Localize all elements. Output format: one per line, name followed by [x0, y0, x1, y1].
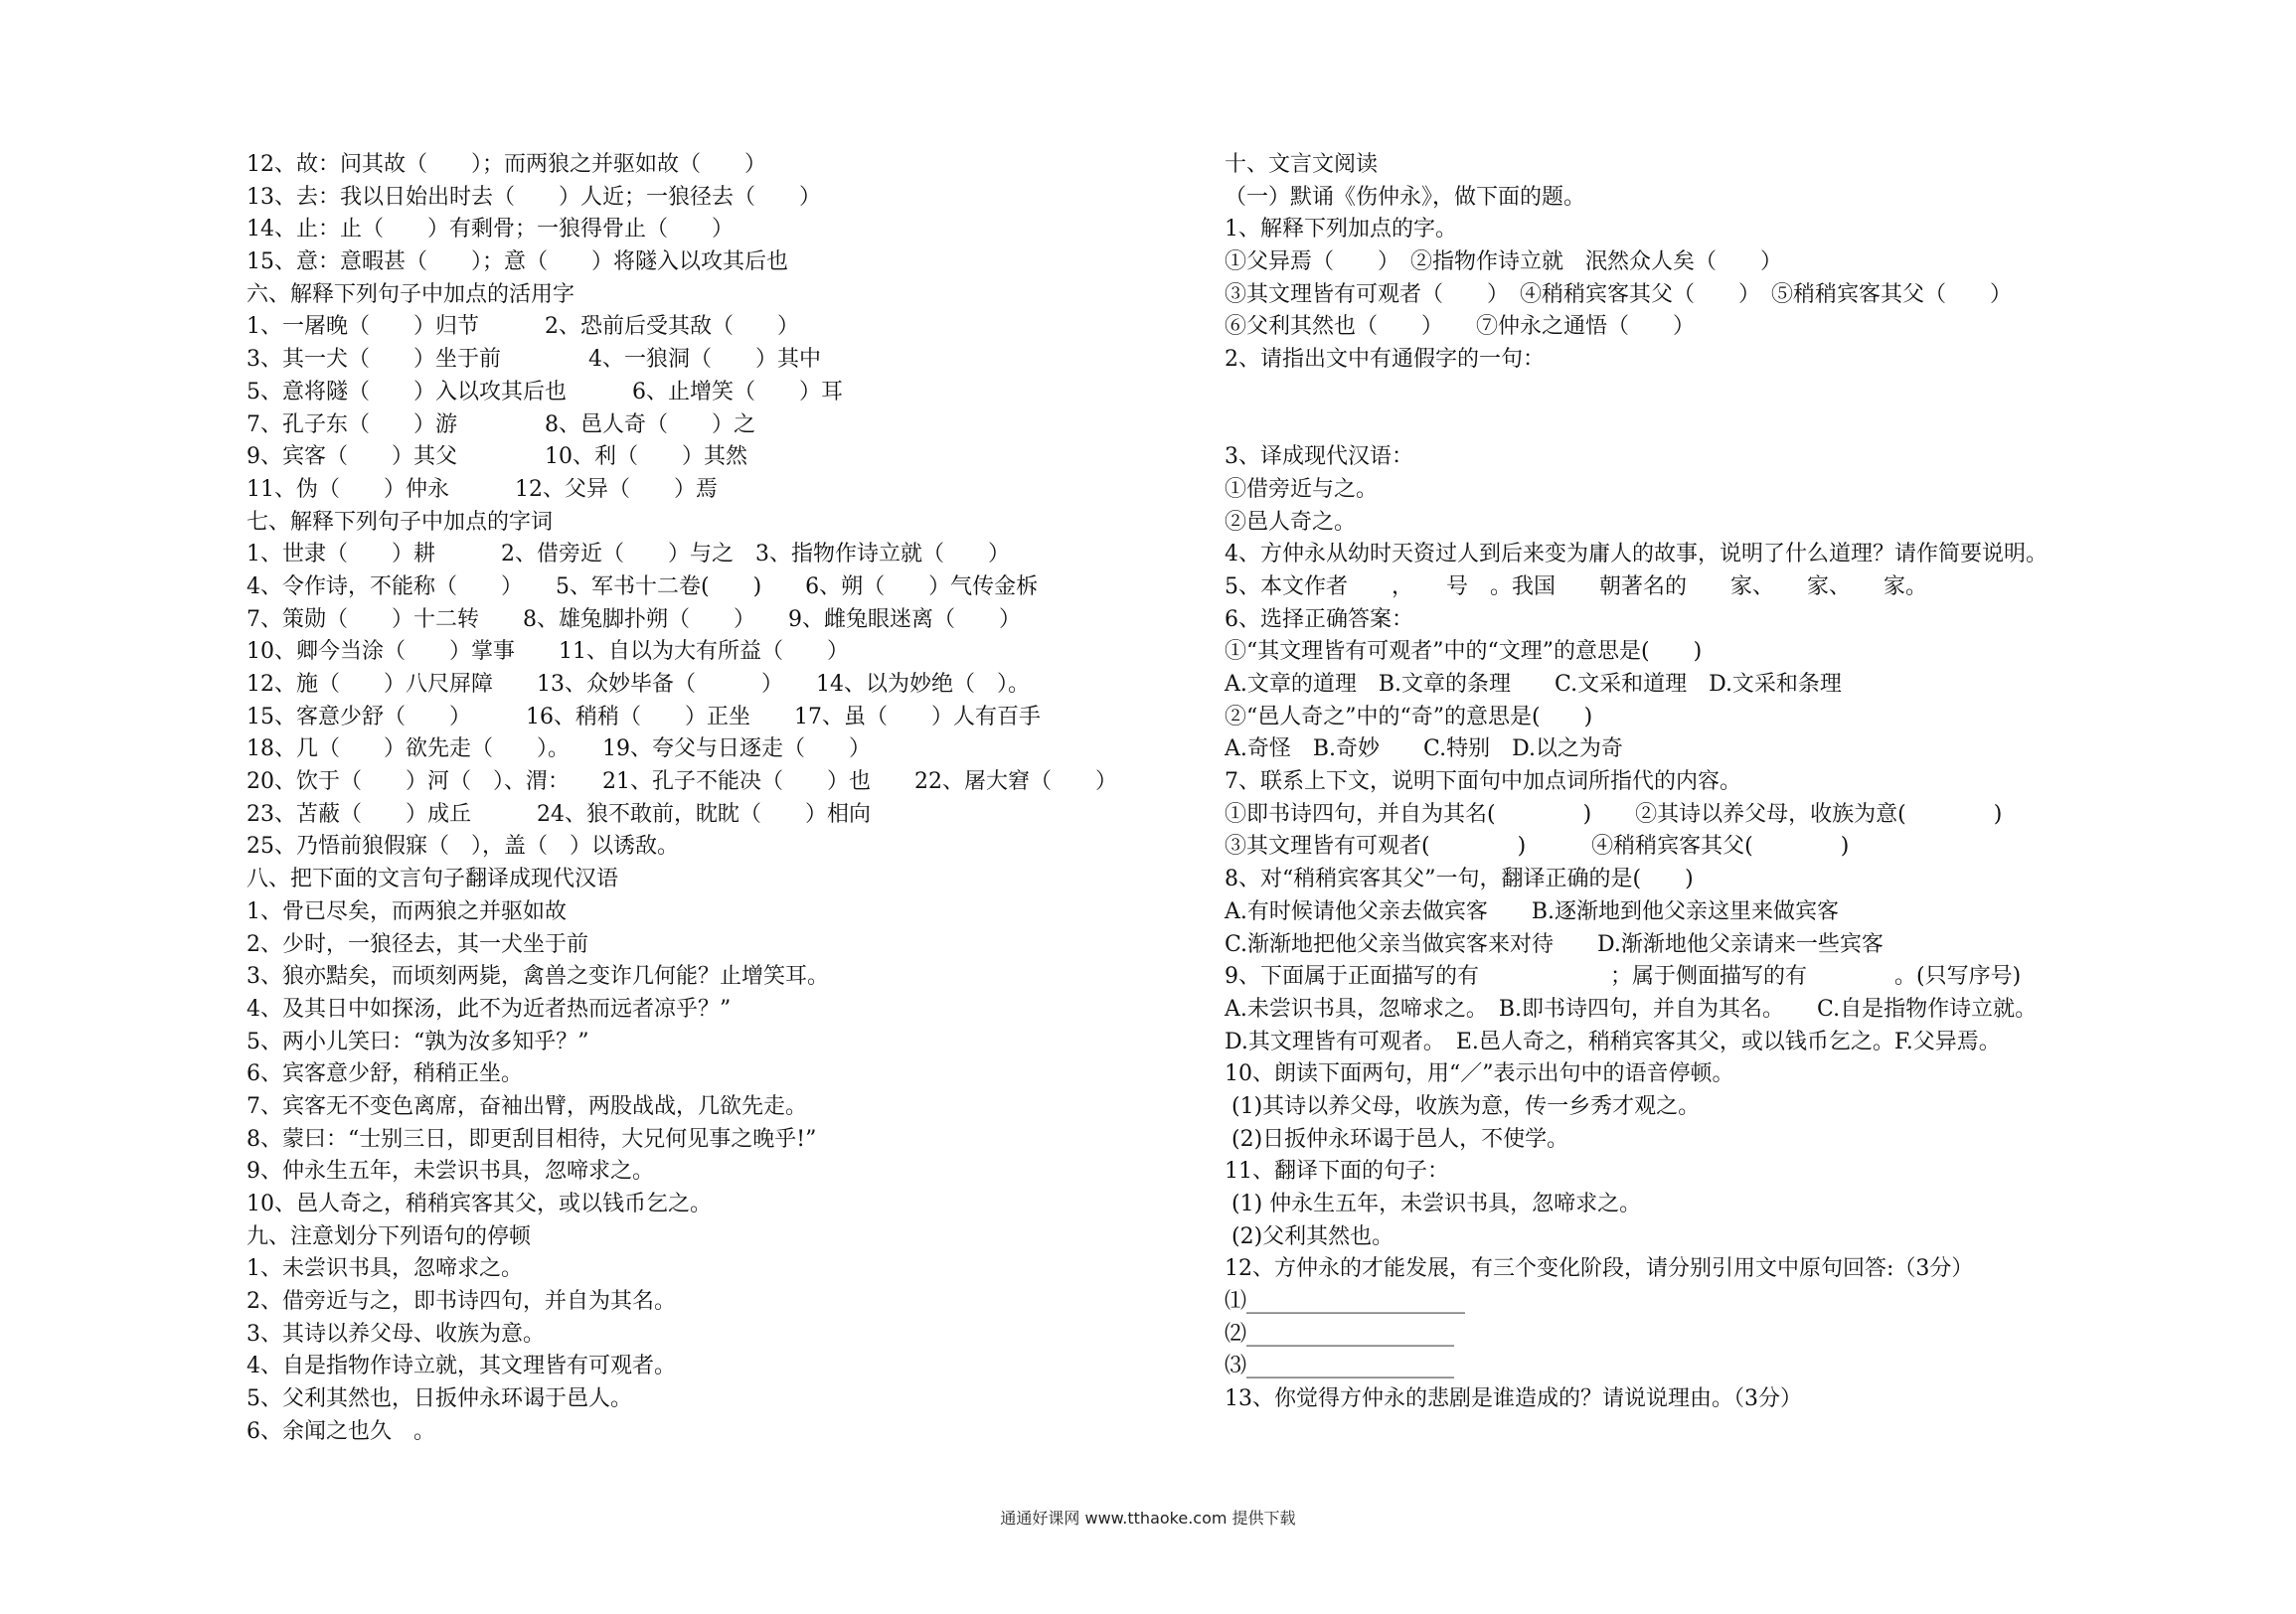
text-line: 14、止：止（ ）有剩骨；一狼得骨止（ ） [246, 217, 734, 242]
text-line: ①即书诗四句，并自为其名( ) ②其诗以养父母，收族为意( ) [1225, 801, 2003, 827]
text-line: 2、请指出文中有通假字的一句： [1225, 347, 1545, 373]
answer-space [1225, 377, 2238, 409]
text-line: 1、解释下列加点的字。 [1225, 217, 1457, 242]
section-heading: 六、解释下列句子中加点的活用字 [246, 281, 575, 307]
text-line: ①借旁近与之。 [1225, 476, 1379, 502]
text-line: A.未尝识书具，忽啼求之。 B.即书诗四句，并自为其名。 C.自是指物作诗立就。 [1225, 996, 2038, 1022]
text-line: ⑥父利其然也（ ） ⑦仲永之通悟（ ） [1225, 314, 1696, 340]
text-line: 5、两小儿笑曰：“孰为汝多知乎？” [246, 1029, 589, 1054]
text-line: 3、译成现代汉语： [1225, 444, 1413, 470]
text-line: C.渐渐地把他父亲当做宾客来对待 D.渐渐地他父亲请来一些宾客 [1225, 931, 1884, 957]
text-line: 6、选择正确答案： [1225, 606, 1413, 632]
text-line: 5、意将隧（ ）入以攻其后也 6、止增笑（ ）耳 [246, 379, 843, 404]
text-line: 3、狼亦黠矣，而顷刻两毙，禽兽之变诈几何能？止增笑耳。 [246, 964, 829, 990]
text-line: 11、翻译下面的句子： [1225, 1159, 1449, 1185]
section-heading: 九、注意划分下列语句的停顿 [246, 1223, 532, 1249]
text-line: 7、宾客无不变色离席，奋袖出臂，两股战战，几欲先走。 [246, 1093, 807, 1119]
text-line: 7、联系上下文，说明下面句中加点词所指代的内容。 [1225, 769, 1741, 795]
text-line: 23、苫蔽（ ）成丘 24、狼不敢前，眈眈（ ）相向 [246, 801, 871, 827]
text-line: 1、骨已尽矣，而两狼之并驱如故 [246, 898, 567, 924]
text-line: A.奇怪 B.奇妙 C.特别 D.以之为奇 [1225, 736, 1623, 762]
text-line: 20、饮于（ ）河（ ）、渭： 21、孔子不能决（ ）也 22、屠大窘（ ） [246, 769, 1117, 795]
right-column [1225, 149, 2238, 1416]
text-line: 18、几（ ）欲先走（ ）。 19、夸父与日逐走（ ） [246, 736, 871, 762]
text-line: ①父异焉（ ） ②指物作诗立就 泯然众人矣（ ） [1225, 249, 1783, 275]
text-line: A.有时候请他父亲去做宾客 B.逐渐地到他父亲这里来做宾客 [1225, 898, 1840, 924]
text-line: (2)父利其然也。 [1225, 1223, 1394, 1249]
text-line: ③其文理皆有可观者( ) ④稍稍宾客其父( ) [1225, 834, 1850, 860]
text-line: 9、仲永生五年，未尝识书具，忽啼求之。 [246, 1159, 654, 1185]
text-line: 3、其诗以养父母、收族为意。 [246, 1321, 545, 1347]
text-line: ②邑人奇之。 [1225, 509, 1357, 535]
text-line: 9、宾客（ ）其父 10、利（ ）其然 [246, 444, 747, 470]
text-line: 4、自是指物作诗立就，其文理皆有可观者。 [246, 1354, 676, 1379]
text-line: 4、方仲永从幼时天资过人到后来变为庸人的故事，说明了什么道理？请作简要说明。 [1225, 542, 2048, 567]
text-line: 5、父利其然也，日扳仲永环谒于邑人。 [246, 1386, 632, 1412]
text-line: 25、乃悟前狼假寐（ ），盖（ ）以诱敌。 [246, 834, 679, 860]
text-line: 2、少时，一狼径去，其一犬坐于前 [246, 931, 588, 957]
text-line: 4、及其日中如探汤，此不为近者热而远者凉乎？” [246, 996, 732, 1022]
text-line: 6、宾客意少舒，稍稍正坐。 [246, 1061, 523, 1087]
text-line: 7、孔子东（ ）游 8、邑人奇（ ）之 [246, 411, 755, 437]
left-column [246, 149, 1221, 1449]
text-line: 1、未尝识书具，忽啼求之。 [246, 1256, 523, 1282]
text-line: 15、客意少舒（ ） 16、稍稍（ ）正坐 17、虽（ ）人有百手 [246, 704, 1041, 729]
text-line: 3、其一犬（ ）坐于前 4、一狼洞（ ）其中 [246, 347, 821, 373]
text-line: 12、故：问其故（ ）；而两狼之并驱如故（ ） [246, 152, 766, 177]
text-line: 5、本文作者 ， 号 。我国 朝著名的 家、 家、 家。 [1225, 573, 1927, 599]
text-line: 7、策勋（ ）十二转 8、雄兔脚扑朔（ ） 9、雌兔眼迷离（ ） [246, 606, 1021, 632]
answer-line: ⑴____________________ [1225, 1289, 1466, 1315]
text-line: D.其文理皆有可观者。 E.邑人奇之，稍稍宾客其父，或以钱币乞之。F.父异焉。 [1225, 1029, 2001, 1054]
section-heading: 八、把下面的文言句子翻译成现代汉语 [246, 867, 619, 892]
text-line: ①“其文理皆有可观者”中的“文理”的意思是( ) [1225, 639, 1703, 665]
text-line: 8、对“稍稍宾客其父”一句，翻译正确的是( ) [1225, 867, 1694, 892]
text-line: 11、伪（ ）仲永 12、父异（ ）焉 [246, 476, 718, 502]
text-line: 6、余闻之也久 。 [246, 1418, 435, 1444]
text-line: 12、方仲永的才能发展，有三个变化阶段，请分别引用文中原句回答:（3分） [1225, 1256, 1974, 1282]
text-line: 4、令作诗，不能称（ ） 5、军书十二卷( ) 6、朔（ ）气传金柝 [246, 573, 1039, 599]
section-heading: 十、文言文阅读 [1225, 152, 1379, 177]
answer-line: ⑶___________________ [1225, 1354, 1455, 1379]
answer-line: ⑵___________________ [1225, 1321, 1455, 1347]
text-line: 15、意：意暇甚（ ）；意（ ）将隧入以攻其后也 [246, 249, 788, 275]
text-line: 1、世隶（ ）耕 2、借旁近（ ）与之 3、指物作诗立就（ ） [246, 542, 1010, 567]
section-heading: 七、解释下列句子中加点的字词 [246, 509, 554, 535]
text-line: 9、下面属于正面描写的有 ；属于侧面描写的有 。(只写序号) [1225, 964, 2022, 990]
text-line: 12、施（ ）八尺屏障 13、众妙毕备（ ） 14、以为妙绝（ ）。 [246, 672, 1030, 697]
text-line: A.文章的道理 B.文章的条理 C.文采和道理 D.文采和条理 [1225, 672, 1842, 697]
text-line: (1) 仲永生五年，未尝识书具，忽啼求之。 [1225, 1192, 1642, 1216]
answer-space [1225, 409, 2238, 442]
text-line: 1、一屠晚（ ）归节 2、恐前后受其敌（ ） [246, 314, 799, 340]
text-line: 13、去：我以日始出时去（ ）人近；一狼径去（ ） [246, 184, 821, 210]
text-line: 10、邑人奇之，稍稍宾客其父，或以钱币乞之。 [246, 1192, 712, 1216]
text-line: （一）默诵《伤仲永》，做下面的题。 [1225, 184, 1586, 210]
page-footer: 通通好课网 www.tthaoke.com 提供下载 [1000, 1509, 1296, 1528]
text-line: ③其文理皆有可观者（ ） ④稍稍宾客其父（ ） ⑤稍稍宾客其父（ ） [1225, 281, 2013, 307]
text-line: 8、蒙曰：“士别三日，即更刮目相待，大兄何见事之晚乎!” [246, 1126, 817, 1152]
text-line: 10、朗读下面两句，用“／”表示出句中的语音停顿。 [1225, 1061, 1734, 1087]
text-line: 10、卿今当涂（ ）掌事 11、自以为大有所益（ ） [246, 639, 849, 665]
text-line: (1)其诗以养父母，收族为意，传一乡秀才观之。 [1225, 1093, 1701, 1119]
text-line: ②“邑人奇之”中的“奇”的意思是( ) [1225, 704, 1593, 729]
text-line: 13、你觉得方仲永的悲剧是谁造成的？请说说理由。（3分） [1225, 1386, 1802, 1412]
text-line: (2)日扳仲永环谒于邑人，不使学。 [1225, 1126, 1569, 1152]
text-line: 2、借旁近与之，即书诗四句，并自为其名。 [246, 1289, 676, 1315]
